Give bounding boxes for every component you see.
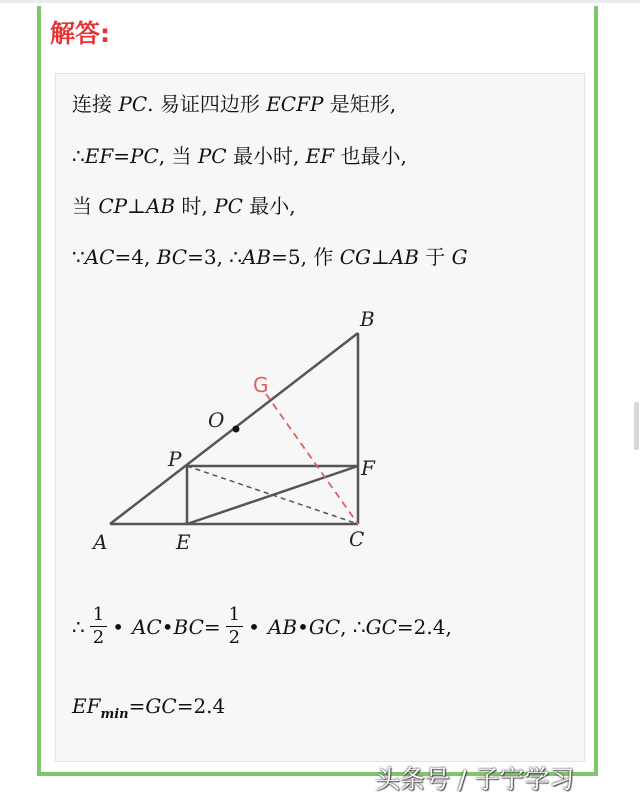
fraction-half: $\frac{1}{2}$ — [90, 604, 107, 649]
solution-line-4: ∵AC=4, BC=3, ∴AB=5, 作 CG⊥AB 于 G — [72, 245, 468, 269]
top-rule — [0, 0, 640, 3]
watermark: 头条号 / 子宁学习 — [375, 765, 575, 794]
solution-line-1: 连接 PC. 易证四边形 ECFP 是矩形, — [72, 92, 397, 116]
label-o: O — [208, 408, 225, 432]
label-p: P — [168, 447, 182, 471]
area-equation: ∴ $\frac{1}{2}$ • AC • BC = $\frac{1}{2}$ • AB • GC , ∴ GC =2.4, — [72, 604, 452, 648]
label-e: E — [176, 530, 191, 554]
segment-cg-dashed — [266, 394, 358, 524]
label-g: G — [253, 373, 269, 397]
label-b: B — [360, 307, 375, 331]
fraction-half-2: $\frac{1}{2}$ — [226, 604, 243, 649]
solution-line-2: ∴EF=PC, 当 PC 最小时, EF 也最小, — [72, 144, 407, 168]
point-o — [233, 426, 240, 433]
label-a: A — [93, 530, 108, 554]
geometry-diagram — [90, 300, 390, 560]
label-f: F — [361, 456, 375, 480]
answer-heading: 解答: — [50, 19, 110, 48]
ef-min-result: $EF_{min}=GC=2.4$ — [72, 694, 226, 722]
label-c: C — [349, 527, 365, 551]
scroll-indicator — [634, 402, 639, 450]
solution-line-3: 当 CP⊥AB 时, PC 最小, — [72, 194, 296, 218]
